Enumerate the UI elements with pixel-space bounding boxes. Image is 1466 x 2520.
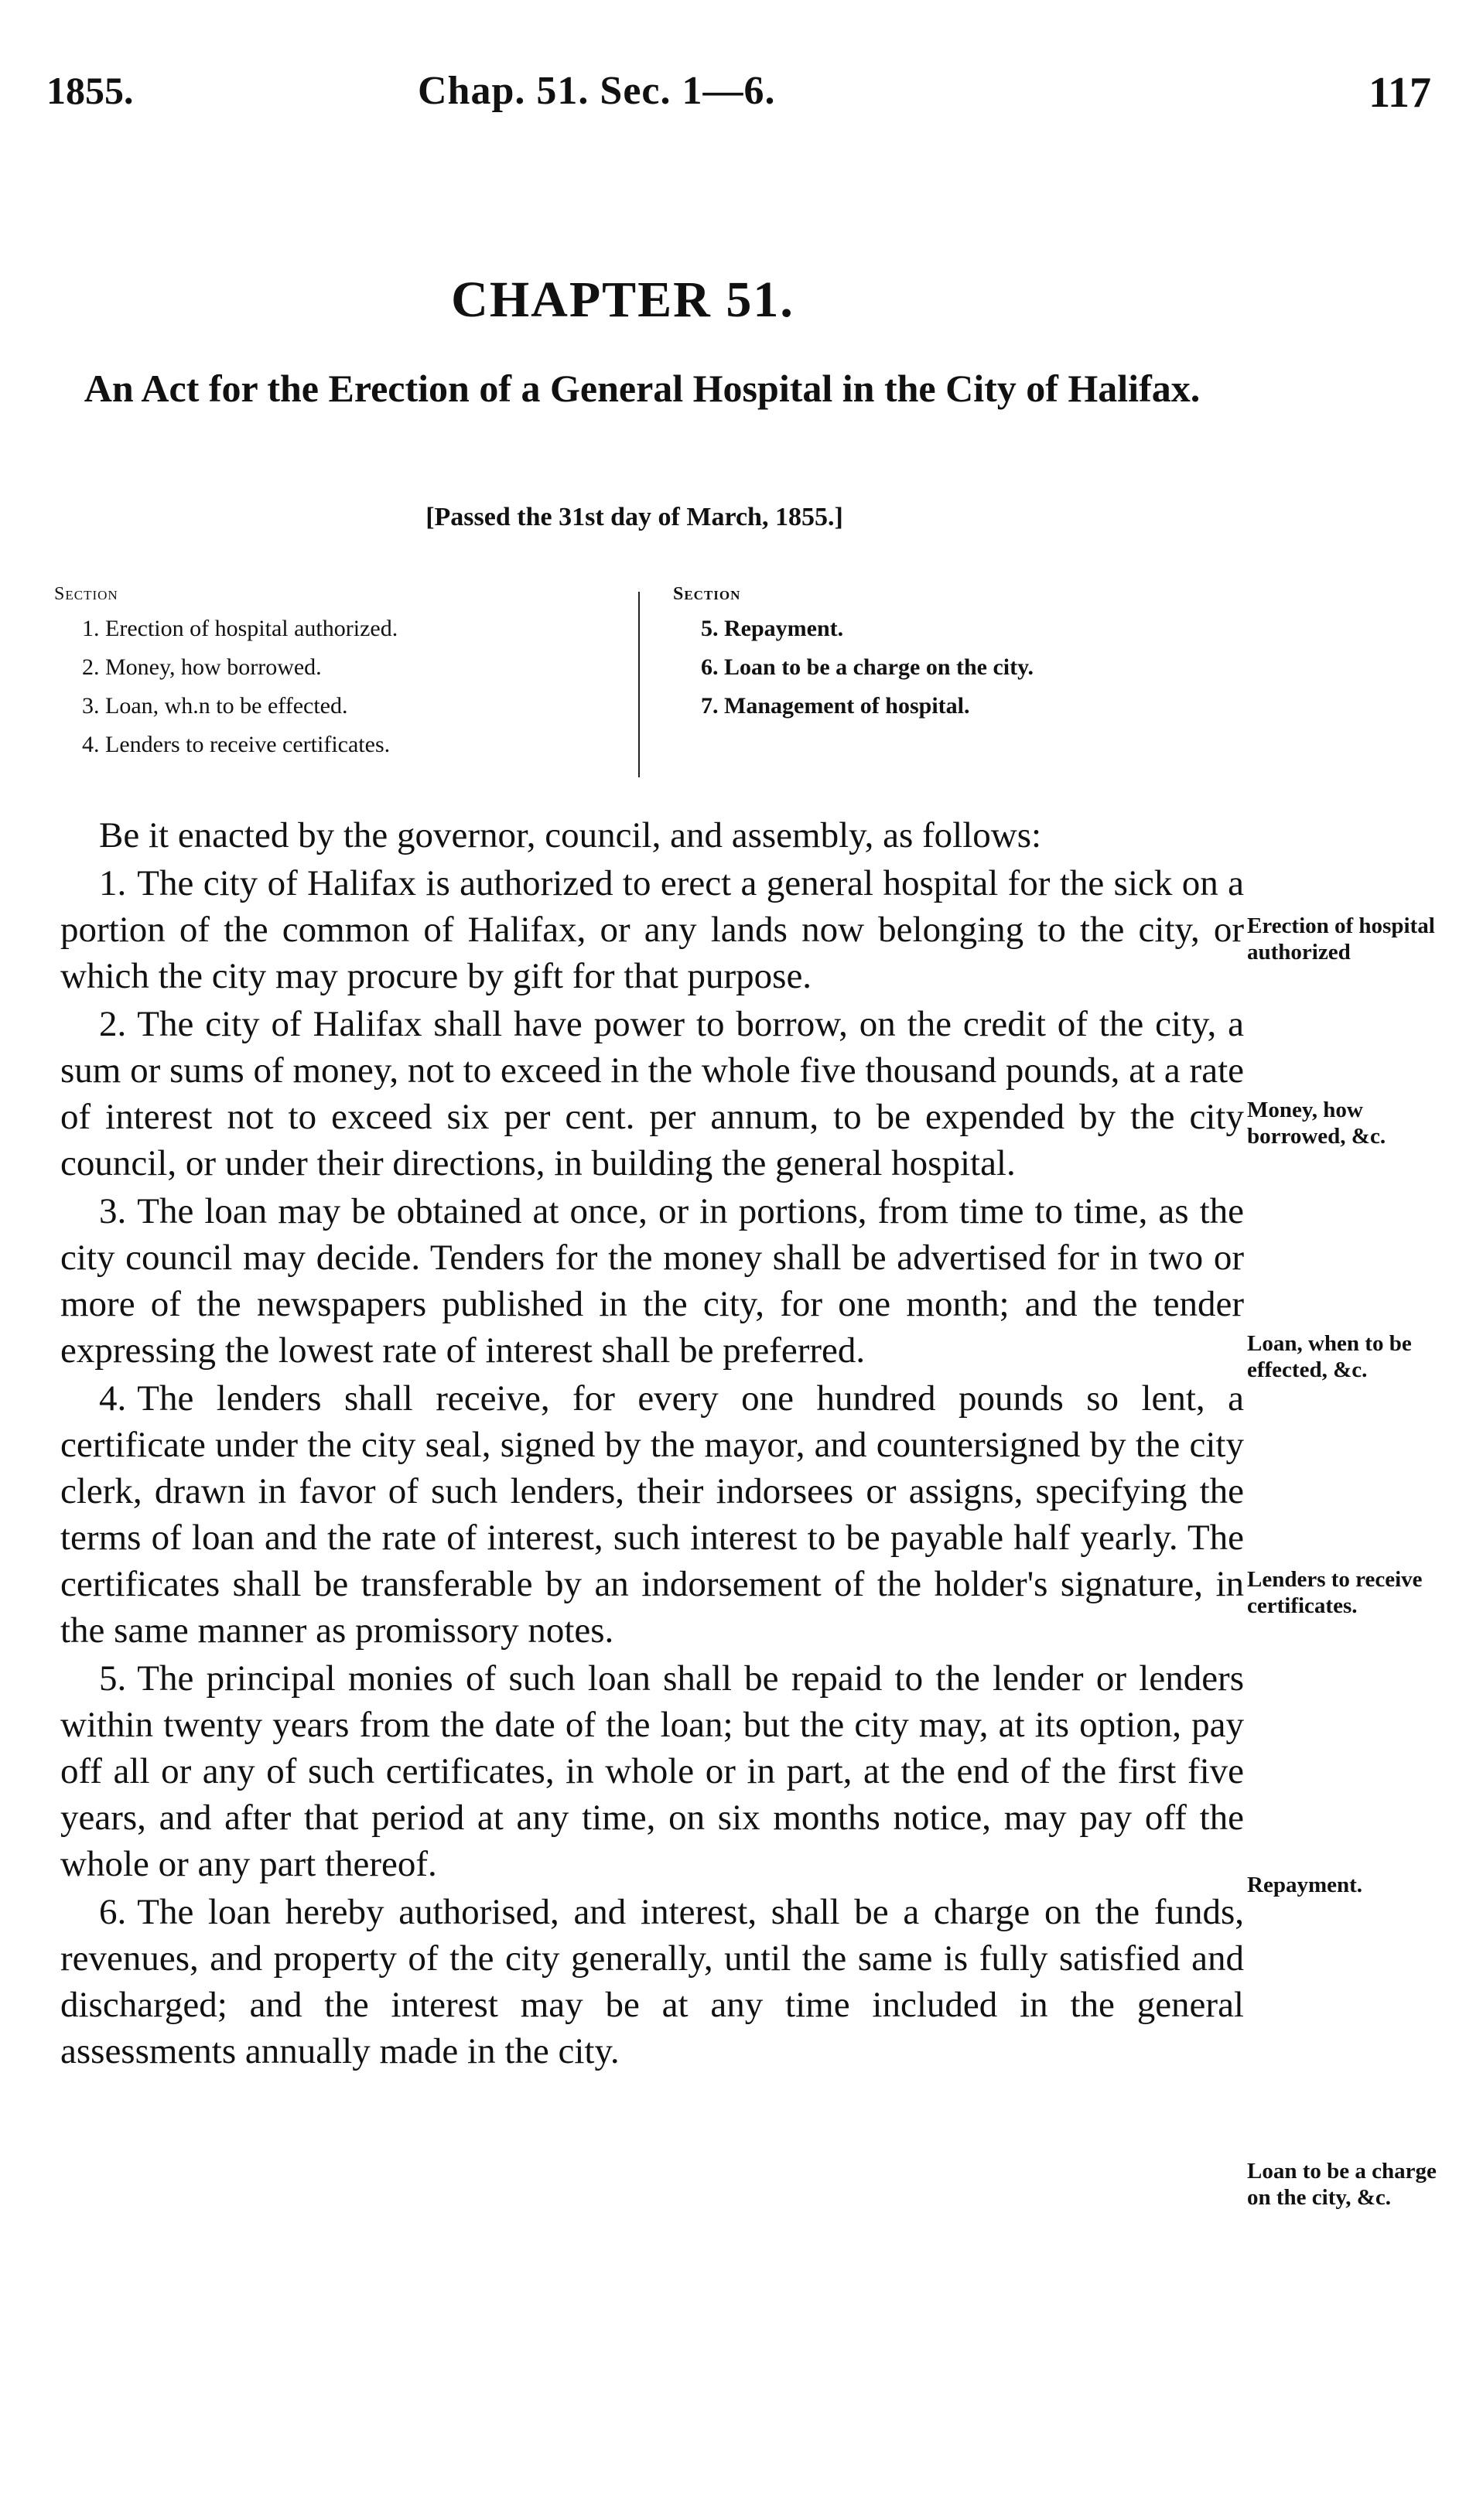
margin-note-section-2: Money, how borrowed, &c. <box>1247 1098 1386 1149</box>
section-text: The loan may be obtained at once, or in portions, from time to time, as the city council may decide. Tenders for the money shall be advertised for in two or more of the newspapers published in the city, for one month; and the tender expressing the lowest rate of interest shall be preferred. <box>60 1191 1244 1371</box>
section-index-item: 5. Repayment. <box>701 616 844 641</box>
section-index-item: 1. Erection of hospital authorized. <box>82 616 398 641</box>
section-text: The loan hereby authorised, and interest, shall be a charge on the funds, revenues, and property of the city generally, until the same is fully satisfied and discharged; and the interest may be at any time included in the general assessments annually made in the city. <box>60 1892 1244 2071</box>
margin-note-section-4: Lenders to receive certificates. <box>1247 1567 1423 1618</box>
section-paragraph <box>60 1375 1244 1654</box>
margin-note-section-6: Loan to be a charge on the city, &c. <box>1247 2159 1437 2210</box>
enacting-clause: Be it enacted by the governor, council, and assembly, as follows: <box>99 815 1042 855</box>
section-index-left-column <box>54 584 627 764</box>
section-paragraph <box>60 1188 1244 1374</box>
section-index-divider <box>638 592 640 777</box>
section-paragraph <box>60 1655 1244 1887</box>
margin-note-section-5: Repayment. <box>1247 1873 1363 1897</box>
running-head <box>46 68 1431 122</box>
section-number: 2. <box>99 1004 127 1044</box>
section-number: 3. <box>99 1191 127 1231</box>
section-index-heading: Section <box>673 584 741 604</box>
section-number: 6. <box>99 1892 127 1932</box>
passed-date: [Passed the 31st day of March, 1855.] <box>425 503 843 531</box>
section-index-item: 2. Money, how borrowed. <box>82 654 322 680</box>
section-number: 5. <box>99 1658 127 1699</box>
section-index-item: 4. Lenders to receive certificates. <box>82 732 391 757</box>
section-index-heading: Section <box>54 584 118 604</box>
section-index-right-column <box>673 584 1199 726</box>
section-number: 4. <box>99 1378 127 1419</box>
section-text: The city of Halifax shall have power to borrow, on the credit of the city, a sum or sums of money, not to exceed in the whole five thousand pounds, at a rate of interest not to exceed six per cent. per annum, to be expended by the city council, or under their directions, in building the general hospital. <box>60 1004 1244 1183</box>
section-paragraph <box>60 1001 1244 1187</box>
margin-note-section-3: Loan, when to be effected, &c. <box>1247 1331 1412 1382</box>
section-text: The principal monies of such loan shall be repaid to the lender or lenders within twenty years from the date of the loan; but the city may, at its option, pay off all or any of such certificates, in whole or in part, at the end of the first five years, and after that period at any time, on six months notice, may pay off the whole or any part thereof. <box>60 1658 1244 1884</box>
act-title: An Act for the Erection of a General Hospital in the City of Halifax. <box>84 367 1201 410</box>
section-index-item: 7. Management of hospital. <box>701 693 970 719</box>
section-index <box>54 584 1184 785</box>
act-body <box>60 812 1244 2076</box>
section-text: The lenders shall receive, for every one hundred pounds so lent, a certificate under the city seal, signed by the mayor, and countersigned by the city clerk, drawn in favor of such lenders, their indorsees or assigns, specifying the terms of loan and the rate of interest, such interest to be payable half yearly. The certificates shall be transferable by an indorsement of the holder's signature, in the same manner as promissory notes. <box>60 1378 1244 1651</box>
page-number: 117 <box>1369 69 1431 117</box>
chapter-title: CHAPTER 51. <box>451 271 795 328</box>
section-index-item: 6. Loan to be a charge on the city. <box>701 654 1034 680</box>
section-text: The city of Halifax is authorized to erect a general hospital for the sick on a portion of the common of Halifax, or any lands now belonging to the city, or which the city may procure by gift for that purpose. <box>60 863 1244 996</box>
section-paragraph <box>60 860 1244 999</box>
margin-note-section-1: Erection of hospital authorized <box>1247 913 1435 965</box>
running-head-year: 1855. <box>46 69 134 112</box>
section-paragraph <box>60 1889 1244 2074</box>
section-index-item: 3. Loan, wh.n to be effected. <box>82 693 348 719</box>
running-head-chapter-section: Chap. 51. Sec. 1—6. <box>418 69 776 113</box>
section-number: 1. <box>99 863 127 903</box>
